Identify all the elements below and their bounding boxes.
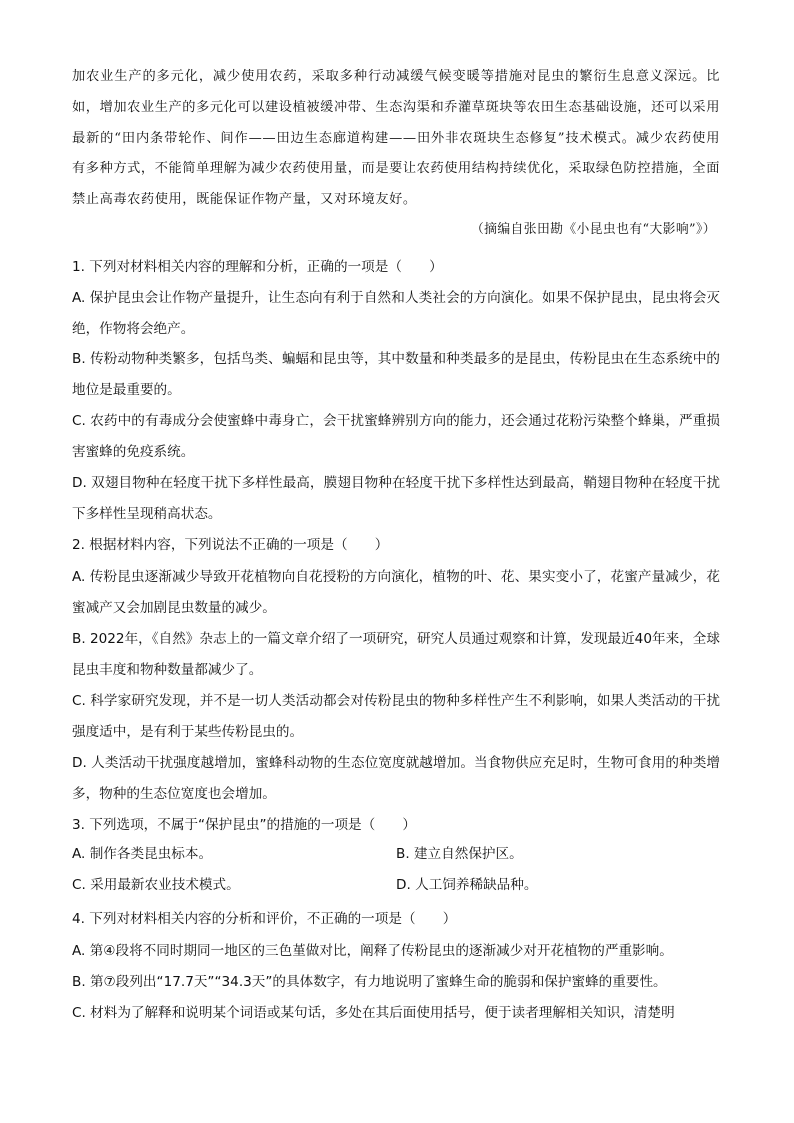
question-3-options-row-2	[72, 873, 720, 903]
passage-source: （摘编自张田勘《小昆虫也有“大影响”》）	[470, 222, 716, 237]
question-3-option-d: D. 人工饲养稀缺品种。	[396, 877, 538, 893]
question-1-option-d: D. 双翅目物种在轻度干扰下多样性最高，膜翅目物种在轻度干扰下多样性达到最高，鞘翅目物种在轻度干扰下多样性呈现稍高状态。	[72, 475, 720, 522]
question-3-stem: 3. 下列选项，不属于“保护昆虫”的措施的一项是（ ）	[72, 817, 417, 833]
question-3-option-b: B. 建立自然保护区。	[396, 846, 523, 862]
question-4-stem: 4. 下列对材料相关内容的分析和评价，不正确的一项是（ ）	[72, 911, 457, 927]
question-1-stem: 1. 下列对材料相关内容的理解和分析，正确的一项是（ ）	[72, 259, 443, 275]
question-4-option-c: C. 材料为了解释和说明某个词语或某句话，多处在其后面使用括号，便于读者理解相关知识，清楚明	[72, 1005, 675, 1021]
question-3-option-a: A. 制作各类昆虫标本。	[72, 846, 213, 862]
question-4-option-b: B. 第⑦段列出“17.7天”“34.3天”的具体数字，有力地说明了蜜蜂生命的脆弱和保护蜜蜂的重要性。	[72, 974, 667, 990]
question-1-option-a: A. 保护昆虫会让作物产量提升，让生态向有利于自然和人类社会的方向演化。如果不保护昆虫，昆虫将会灭绝，作物将会绝产。	[72, 290, 720, 337]
question-3-options-row-1	[72, 842, 720, 872]
question-2-option-a: A. 传粉昆虫逐渐减少导致开花植物向自花授粉的方向演化，植物的叶、花、果实变小了，花蜜产量减少，花蜜减产又会加剧昆虫数量的减少。	[72, 569, 720, 616]
question-2-option-d: D. 人类活动干扰强度越增加，蜜蜂科动物的生态位宽度就越增加。当食物供应充足时，生物可食用的种类增多，物种的生态位宽度也会增加。	[72, 755, 720, 802]
question-1-option-c: C. 农药中的有毒成分会使蜜蜂中毒身亡，会干扰蜜蜂辨别方向的能力，还会通过花粉污染整个蜂巢，严重损害蜜蜂的免疫系统。	[72, 413, 720, 460]
question-2-stem: 2. 根据材料内容，下列说法不正确的一项是（ ）	[72, 537, 389, 553]
question-2-option-b: B. 2022年，《自然》杂志上的一篇文章介绍了一项研究，研究人员通过观察和计算，发现最近40年来，全球昆虫丰度和物种数量都减少了。	[72, 631, 720, 678]
passage-paragraph: 加农业生产的多元化，减少使用农药，采取多种行动减缓气候变暖等措施对昆虫的繁衍生息意义深远。比如，增加农业生产的多元化可以建设植被缓冲带、生态沟渠和乔灌草斑块等农田生态基础设施，还可以采用最新的“田内条带轮作、间作——田边生态廊道构建——田外非农斑块生态修复”技术模式。减少农药使用有多种方式，不能简单理解为减少农药使用量，而是要让农药使用结构持续优化，采取绿色防控措施，全面禁止高毒农药使用，既能保证作物产量，又对环境友好。	[72, 69, 721, 208]
question-3-option-c: C. 采用最新农业技术模式。	[72, 877, 240, 893]
question-4-option-a: A. 第④段将不同时期同一地区的三色堇做对比，阐释了传粉昆虫的逐渐减少对开花植物的严重影响。	[72, 943, 673, 959]
question-1-option-b: B. 传粉动物种类繁多，包括鸟类、蝙蝠和昆虫等，其中数量和种类最多的是昆虫，传粉昆虫在生态系统中的地位是最重要的。	[72, 351, 720, 398]
question-2-option-c: C. 科学家研究发现，并不是一切人类活动都会对传粉昆虫的物种多样性产生不利影响，如果人类活动的干扰强度适中，是有利于某些传粉昆虫的。	[72, 693, 720, 740]
